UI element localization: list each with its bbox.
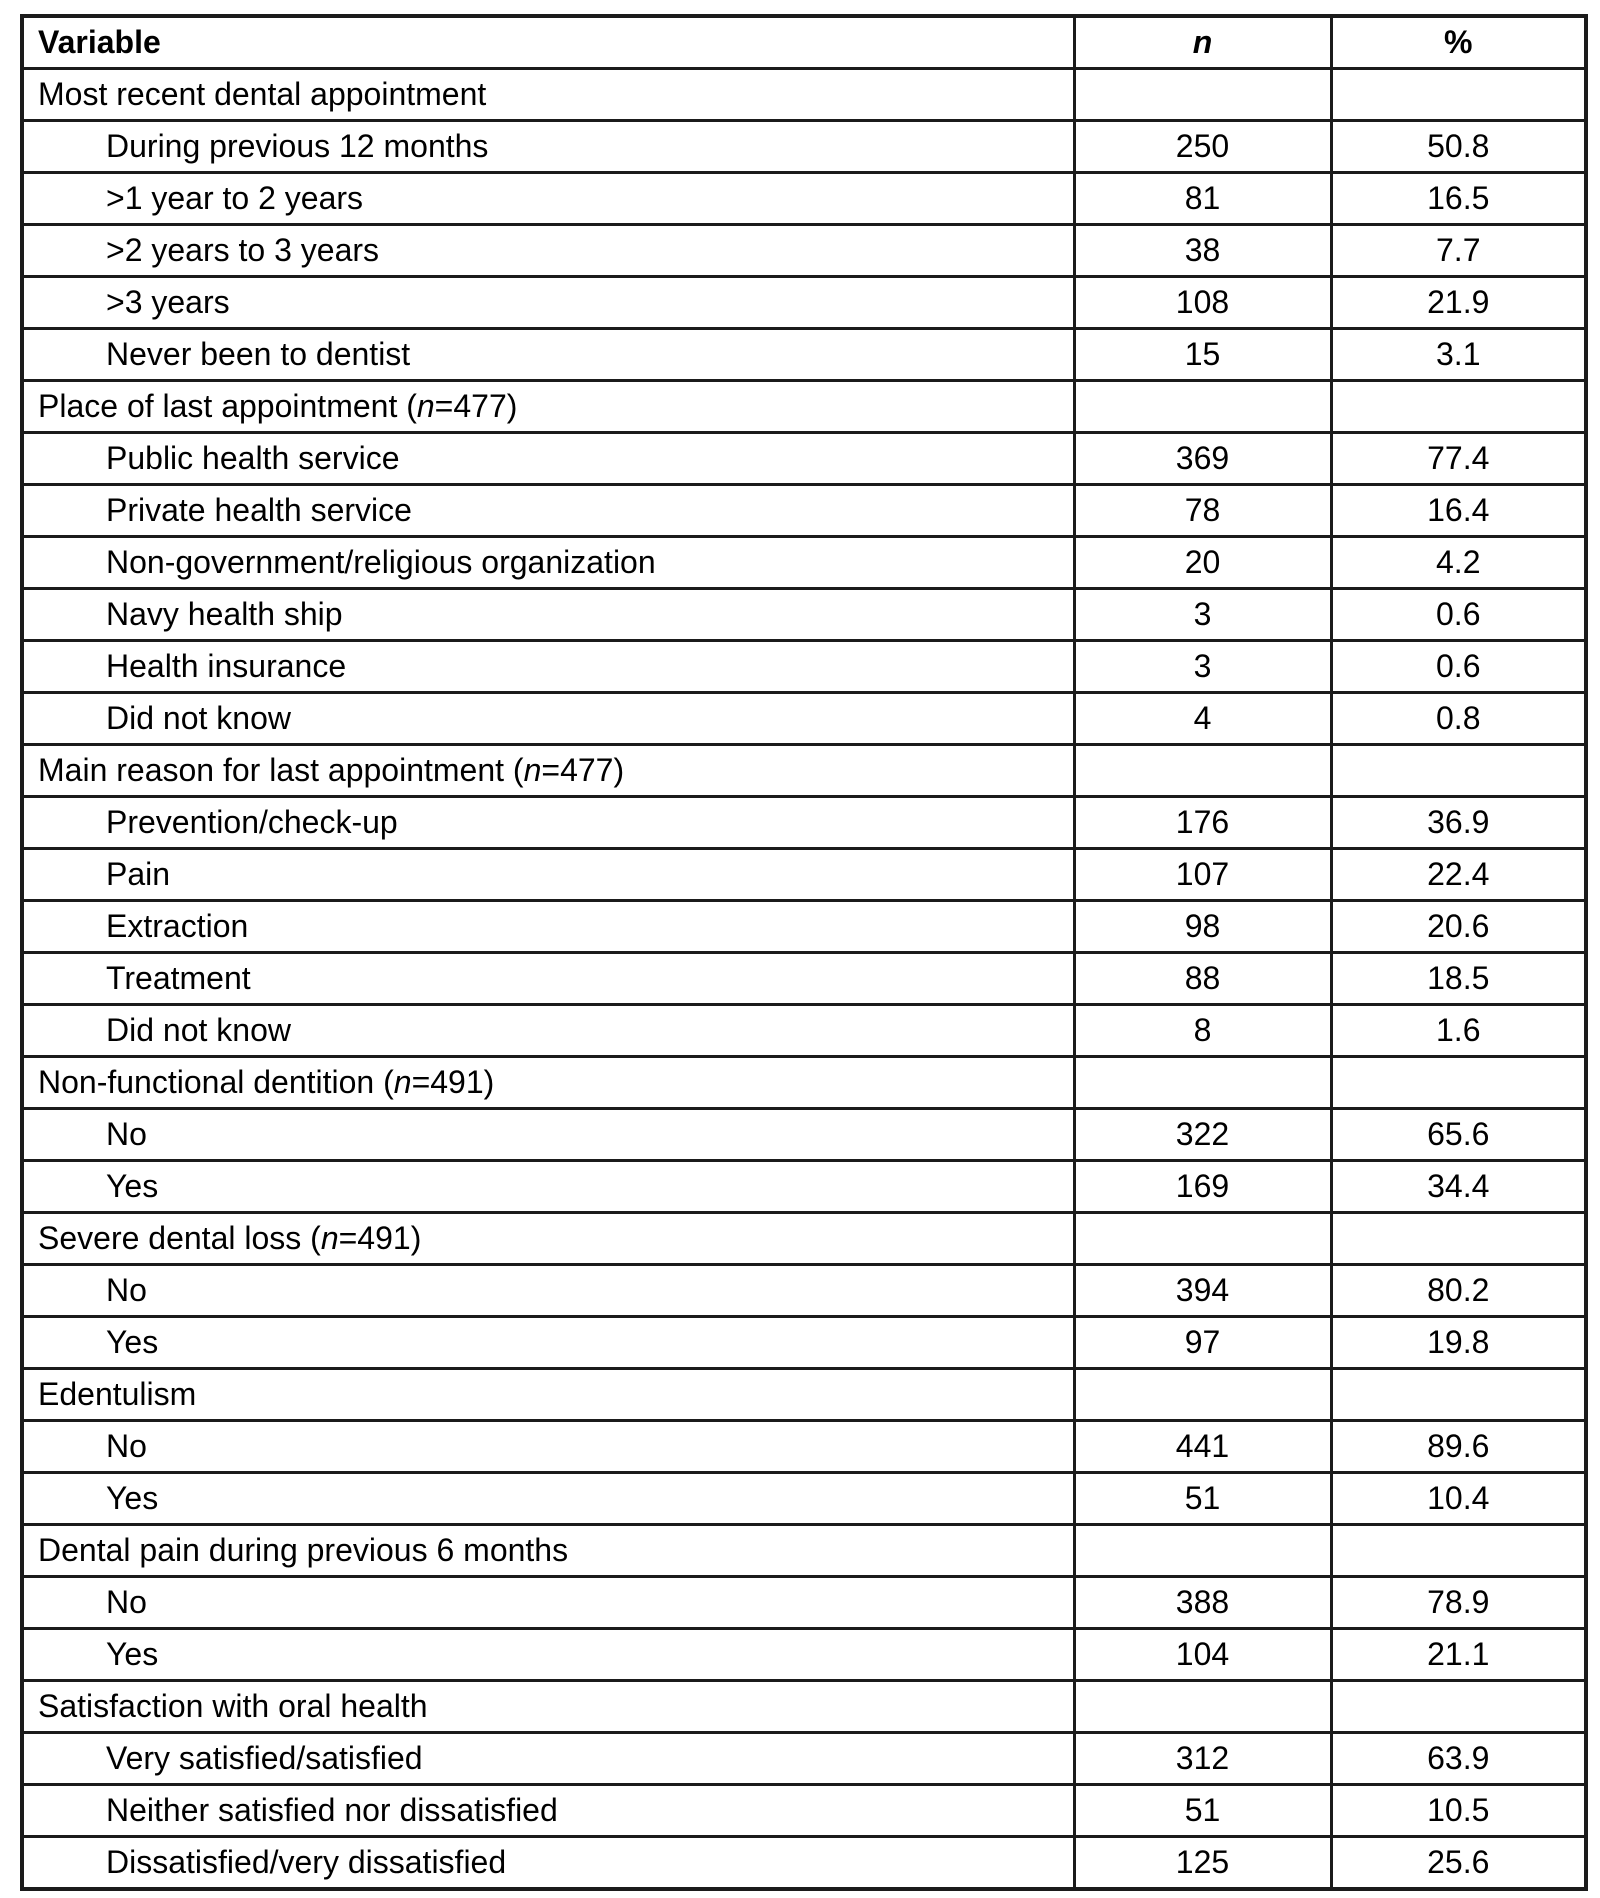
variable-cell: Dissatisfied/very dissatisfied xyxy=(22,1837,1074,1890)
percent-cell xyxy=(1331,1681,1586,1733)
n-cell: 369 xyxy=(1074,433,1331,485)
variable-cell: Extraction xyxy=(22,901,1074,953)
variable-cell: No xyxy=(22,1577,1074,1629)
n-cell: 38 xyxy=(1074,225,1331,277)
variable-cell: Very satisfied/satisfied xyxy=(22,1733,1074,1785)
variable-cell: No xyxy=(22,1109,1074,1161)
percent-cell xyxy=(1331,1525,1586,1577)
table-header-row xyxy=(22,16,1586,69)
header-percent: % xyxy=(1331,16,1586,69)
data-row xyxy=(22,641,1586,693)
percent-cell: 25.6 xyxy=(1331,1837,1586,1890)
n-cell xyxy=(1074,1525,1331,1577)
n-cell: 104 xyxy=(1074,1629,1331,1681)
data-row xyxy=(22,277,1586,329)
n-cell: 8 xyxy=(1074,1005,1331,1057)
n-cell: 20 xyxy=(1074,537,1331,589)
n-cell: 169 xyxy=(1074,1161,1331,1213)
variable-cell: Did not know xyxy=(22,693,1074,745)
variable-cell: Place of last appointment (n=477) xyxy=(22,381,1074,433)
percent-cell xyxy=(1331,381,1586,433)
percent-cell: 0.6 xyxy=(1331,641,1586,693)
n-cell: 78 xyxy=(1074,485,1331,537)
variable-cell: Edentulism xyxy=(22,1369,1074,1421)
percent-cell: 34.4 xyxy=(1331,1161,1586,1213)
percent-cell: 0.8 xyxy=(1331,693,1586,745)
variable-cell: Main reason for last appointment (n=477) xyxy=(22,745,1074,797)
n-cell: 125 xyxy=(1074,1837,1331,1890)
n-cell: 3 xyxy=(1074,641,1331,693)
variable-cell: Non-government/religious organization xyxy=(22,537,1074,589)
data-row xyxy=(22,173,1586,225)
data-row xyxy=(22,797,1586,849)
percent-cell: 22.4 xyxy=(1331,849,1586,901)
n-cell: 3 xyxy=(1074,589,1331,641)
n-cell: 108 xyxy=(1074,277,1331,329)
n-cell xyxy=(1074,69,1331,121)
data-row xyxy=(22,849,1586,901)
data-row xyxy=(22,1109,1586,1161)
data-row xyxy=(22,537,1586,589)
data-row xyxy=(22,693,1586,745)
percent-cell xyxy=(1331,745,1586,797)
percent-cell: 1.6 xyxy=(1331,1005,1586,1057)
variable-cell: Prevention/check-up xyxy=(22,797,1074,849)
variable-cell: No xyxy=(22,1265,1074,1317)
n-cell: 51 xyxy=(1074,1473,1331,1525)
table-body xyxy=(22,69,1586,1890)
data-row xyxy=(22,1421,1586,1473)
n-cell xyxy=(1074,1213,1331,1265)
n-cell xyxy=(1074,1681,1331,1733)
variable-cell: Navy health ship xyxy=(22,589,1074,641)
percent-cell: 36.9 xyxy=(1331,797,1586,849)
data-row xyxy=(22,589,1586,641)
data-row xyxy=(22,901,1586,953)
variable-cell: Never been to dentist xyxy=(22,329,1074,381)
variable-cell: Private health service xyxy=(22,485,1074,537)
data-row xyxy=(22,225,1586,277)
percent-cell xyxy=(1331,1213,1586,1265)
section-row xyxy=(22,69,1586,121)
variable-cell: Non-functional dentition (n=491) xyxy=(22,1057,1074,1109)
percent-cell xyxy=(1331,1369,1586,1421)
data-row xyxy=(22,329,1586,381)
section-row xyxy=(22,1213,1586,1265)
variable-cell: Neither satisfied nor dissatisfied xyxy=(22,1785,1074,1837)
percent-cell: 65.6 xyxy=(1331,1109,1586,1161)
percent-cell: 7.7 xyxy=(1331,225,1586,277)
n-cell: 88 xyxy=(1074,953,1331,1005)
n-cell: 322 xyxy=(1074,1109,1331,1161)
percent-cell: 80.2 xyxy=(1331,1265,1586,1317)
variable-cell: Health insurance xyxy=(22,641,1074,693)
percent-cell: 10.4 xyxy=(1331,1473,1586,1525)
n-cell: 176 xyxy=(1074,797,1331,849)
variable-cell: Yes xyxy=(22,1473,1074,1525)
percent-cell: 3.1 xyxy=(1331,329,1586,381)
n-cell: 4 xyxy=(1074,693,1331,745)
section-row xyxy=(22,1681,1586,1733)
percent-cell xyxy=(1331,69,1586,121)
header-n: n xyxy=(1074,16,1331,69)
percent-cell: 21.9 xyxy=(1331,277,1586,329)
percent-cell: 63.9 xyxy=(1331,1733,1586,1785)
data-row xyxy=(22,1317,1586,1369)
n-cell: 388 xyxy=(1074,1577,1331,1629)
variable-cell: Severe dental loss (n=491) xyxy=(22,1213,1074,1265)
n-cell: 81 xyxy=(1074,173,1331,225)
percent-cell: 16.4 xyxy=(1331,485,1586,537)
percent-cell: 78.9 xyxy=(1331,1577,1586,1629)
variable-cell: >1 year to 2 years xyxy=(22,173,1074,225)
data-row xyxy=(22,1577,1586,1629)
n-cell xyxy=(1074,1369,1331,1421)
variable-cell: Most recent dental appointment xyxy=(22,69,1074,121)
variable-cell: Yes xyxy=(22,1161,1074,1213)
data-row xyxy=(22,1005,1586,1057)
data-row xyxy=(22,953,1586,1005)
n-cell: 97 xyxy=(1074,1317,1331,1369)
italic-n: n xyxy=(320,1220,339,1256)
italic-n: n xyxy=(393,1064,412,1100)
data-row xyxy=(22,1733,1586,1785)
n-cell: 394 xyxy=(1074,1265,1331,1317)
section-row xyxy=(22,1369,1586,1421)
percent-cell: 50.8 xyxy=(1331,121,1586,173)
percent-cell: 19.8 xyxy=(1331,1317,1586,1369)
section-row xyxy=(22,745,1586,797)
n-cell: 51 xyxy=(1074,1785,1331,1837)
data-row xyxy=(22,1785,1586,1837)
n-cell: 312 xyxy=(1074,1733,1331,1785)
data-row xyxy=(22,1161,1586,1213)
percent-cell: 21.1 xyxy=(1331,1629,1586,1681)
variable-cell: During previous 12 months xyxy=(22,121,1074,173)
percent-cell: 0.6 xyxy=(1331,589,1586,641)
data-row xyxy=(22,1837,1586,1890)
variable-cell: >3 years xyxy=(22,277,1074,329)
data-row xyxy=(22,121,1586,173)
section-row xyxy=(22,1057,1586,1109)
data-row xyxy=(22,1629,1586,1681)
variable-cell: Satisfaction with oral health xyxy=(22,1681,1074,1733)
n-cell: 107 xyxy=(1074,849,1331,901)
n-cell xyxy=(1074,745,1331,797)
section-row xyxy=(22,381,1586,433)
italic-n: n xyxy=(416,388,435,424)
variable-cell: Treatment xyxy=(22,953,1074,1005)
n-cell xyxy=(1074,381,1331,433)
variable-cell: No xyxy=(22,1421,1074,1473)
percent-cell: 10.5 xyxy=(1331,1785,1586,1837)
data-row xyxy=(22,433,1586,485)
percent-cell: 20.6 xyxy=(1331,901,1586,953)
percent-cell: 89.6 xyxy=(1331,1421,1586,1473)
data-row xyxy=(22,1473,1586,1525)
percent-cell: 77.4 xyxy=(1331,433,1586,485)
variable-cell: Did not know xyxy=(22,1005,1074,1057)
n-cell xyxy=(1074,1057,1331,1109)
variable-cell: >2 years to 3 years xyxy=(22,225,1074,277)
data-row xyxy=(22,1265,1586,1317)
variable-cell: Dental pain during previous 6 months xyxy=(22,1525,1074,1577)
percent-cell: 18.5 xyxy=(1331,953,1586,1005)
n-cell: 441 xyxy=(1074,1421,1331,1473)
data-row xyxy=(22,485,1586,537)
percent-cell: 16.5 xyxy=(1331,173,1586,225)
variable-cell: Yes xyxy=(22,1629,1074,1681)
variable-cell: Pain xyxy=(22,849,1074,901)
section-row xyxy=(22,1525,1586,1577)
variable-cell: Yes xyxy=(22,1317,1074,1369)
italic-n: n xyxy=(523,752,542,788)
header-variable: Variable xyxy=(22,16,1074,69)
percent-cell xyxy=(1331,1057,1586,1109)
variable-cell: Public health service xyxy=(22,433,1074,485)
n-cell: 15 xyxy=(1074,329,1331,381)
descriptive-statistics-table xyxy=(20,14,1588,1891)
percent-cell: 4.2 xyxy=(1331,537,1586,589)
n-cell: 98 xyxy=(1074,901,1331,953)
n-cell: 250 xyxy=(1074,121,1331,173)
